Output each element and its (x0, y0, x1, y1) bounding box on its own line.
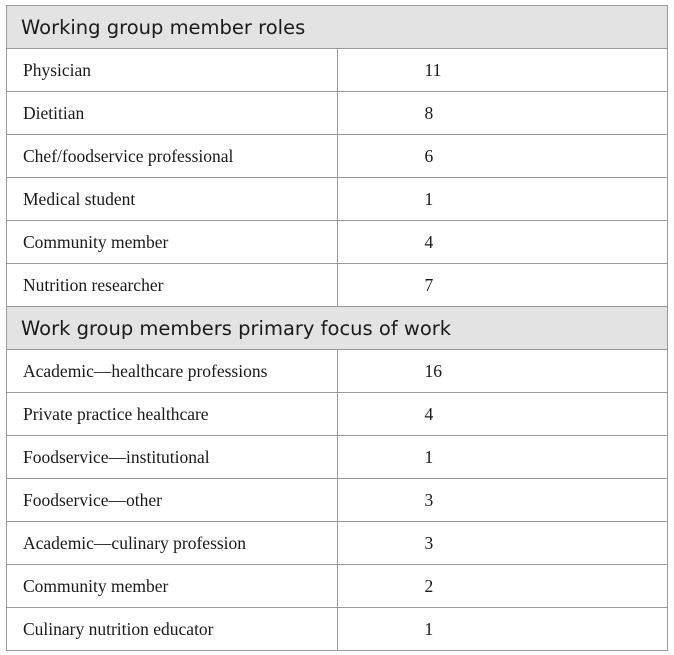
section-title: Working group member roles (7, 6, 668, 49)
row-value: 1 (337, 436, 668, 479)
row-label: Culinary nutrition educator (7, 608, 338, 651)
table-row (7, 92, 668, 135)
working-group-table (6, 5, 668, 651)
row-label: Nutrition researcher (7, 264, 338, 307)
row-value: 16 (337, 350, 668, 393)
table-row (7, 522, 668, 565)
table-row (7, 264, 668, 307)
row-value: 7 (337, 264, 668, 307)
row-label: Academic—healthcare professions (7, 350, 338, 393)
table-row (7, 221, 668, 264)
row-value: 8 (337, 92, 668, 135)
row-value: 1 (337, 178, 668, 221)
row-value: 3 (337, 479, 668, 522)
row-label: Community member (7, 221, 338, 264)
section-header-row (7, 307, 668, 350)
row-label: Physician (7, 49, 338, 92)
row-label: Academic—culinary profession (7, 522, 338, 565)
table-row (7, 135, 668, 178)
table-row (7, 608, 668, 651)
row-value: 3 (337, 522, 668, 565)
row-label: Private practice healthcare (7, 393, 338, 436)
row-label: Community member (7, 565, 338, 608)
table-row (7, 479, 668, 522)
row-label: Foodservice—other (7, 479, 338, 522)
row-value: 4 (337, 221, 668, 264)
table-row (7, 350, 668, 393)
table-row (7, 49, 668, 92)
row-value: 4 (337, 393, 668, 436)
table-row (7, 178, 668, 221)
table-row (7, 393, 668, 436)
row-value: 11 (337, 49, 668, 92)
section-title: Work group members primary focus of work (7, 307, 668, 350)
section-header-row (7, 6, 668, 49)
row-value: 1 (337, 608, 668, 651)
table-row (7, 565, 668, 608)
row-value: 6 (337, 135, 668, 178)
row-label: Medical student (7, 178, 338, 221)
row-label: Dietitian (7, 92, 338, 135)
row-label: Chef/foodservice professional (7, 135, 338, 178)
row-value: 2 (337, 565, 668, 608)
table-row (7, 436, 668, 479)
row-label: Foodservice—institutional (7, 436, 338, 479)
